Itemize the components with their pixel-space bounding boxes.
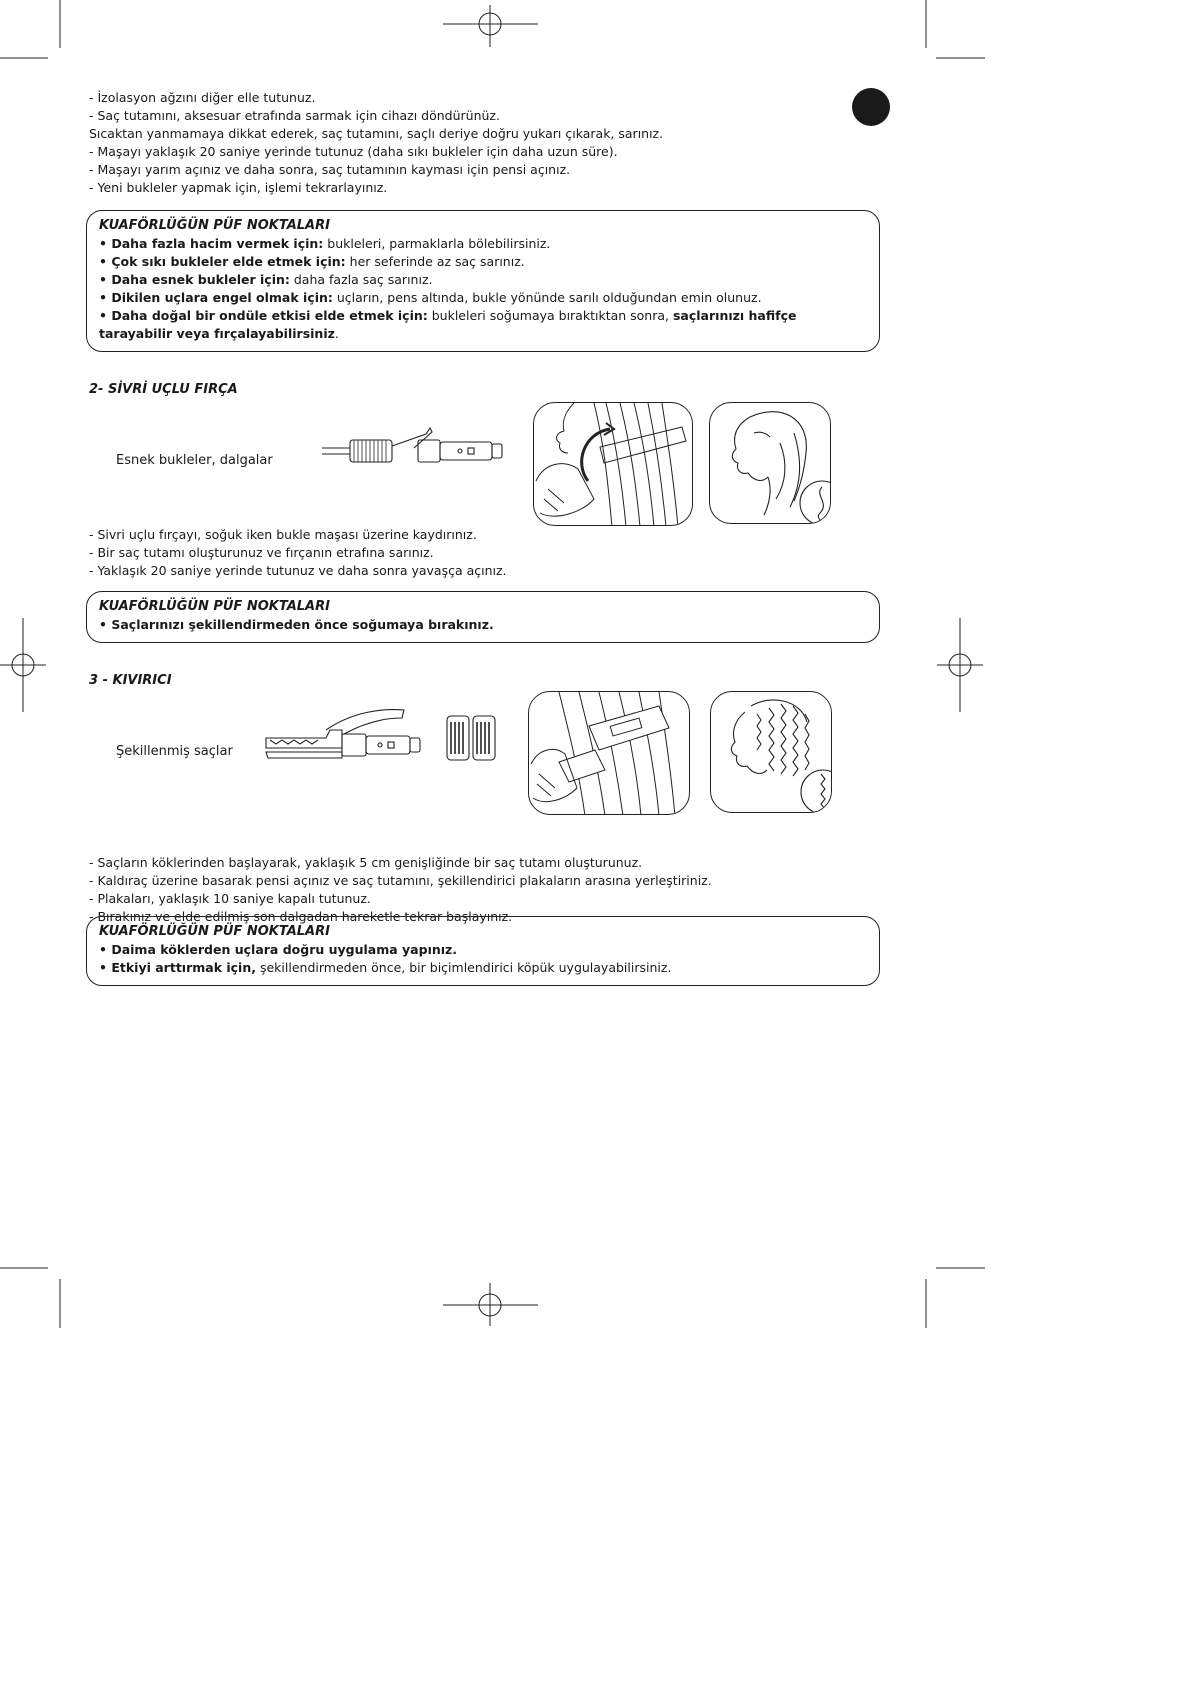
instruction-line: - Plakaları, yaklaşık 10 saniye kapalı tutunuz. (89, 891, 371, 906)
hand-winding-hair-on-brush-icon (533, 402, 693, 526)
crimper-plates-icon (445, 714, 497, 762)
instruction-line: - Saç tutamını, aksesuar etrafında sarmak için cihazı döndürünüz. (89, 108, 500, 123)
woman-with-crimped-hair-icon (710, 691, 832, 813)
intro-instructions (89, 89, 663, 197)
woman-with-soft-waves-icon (709, 402, 831, 524)
instruction-line: Sıcaktan yanmamaya dikkat ederek, saç tutamını, saçlı deriye doğru yukarı çıkarak, sarınız. (89, 126, 664, 141)
tip-item: • Daha fazla hacim vermek için: bukleleri, parmaklarla bölebilirsiniz. (99, 236, 551, 251)
tips-title: KUAFÖRLÜĞÜN PÜF NOKTALARI (99, 924, 330, 939)
result-caption: Esnek bukleler, dalgalar (116, 453, 273, 468)
instruction-line: - Sivri uçlu fırçayı, soğuk iken bukle maşası üzerine kaydırınız. (89, 527, 477, 542)
tips-title: KUAFÖRLÜĞÜN PÜF NOKTALARI (99, 599, 330, 614)
instruction-line: - Bırakınız ve elde edilmiş son dalgadan hareketle tekrar başlayınız. (89, 909, 513, 924)
tip-item: • Daima köklerden uçlara doğru uygulama yapınız. (99, 942, 458, 957)
tips-title: KUAFÖRLÜĞÜN PÜF NOKTALARI (99, 218, 330, 233)
section-heading: 3 - KIVIRICI (89, 673, 172, 688)
hairdressing-tips-box (86, 210, 880, 352)
result-caption: Şekillenmiş saçlar (116, 744, 233, 759)
crimper-iron-icon (262, 708, 432, 772)
tip-item: tarayabilir veya fırçalayabilirsiniz. (99, 326, 339, 341)
tip-item: • Etkiyi arttırmak için, şekillendirmeden önce, bir biçimlendirici köpük uygulayabilirsiniz. (99, 960, 672, 975)
language-tab-marker (852, 88, 890, 126)
curling-iron-with-brush-icon (318, 426, 508, 476)
instruction-line: - Saçların köklerinden başlayarak, yaklaşık 5 cm genişliğinde bir saç tutamı oluşturunuz. (89, 855, 643, 870)
tip-item: • Saçlarınızı şekillendirmeden önce soğumaya bırakınız. (99, 617, 494, 632)
tip-item: • Çok sıkı bukleler elde etmek için: her seferinde az saç sarınız. (99, 254, 525, 269)
hand-crimping-hair-icon (528, 691, 690, 815)
instruction-line: - Yaklaşık 20 saniye yerinde tutunuz ve daha sonra yavaşça açınız. (89, 563, 507, 578)
hairdressing-tips-box (86, 916, 880, 986)
section-heading: 2- SİVRİ UÇLU FIRÇA (89, 382, 238, 397)
instruction-line: - Maşayı yarım açınız ve daha sonra, saç tutamının kayması için pensi açınız. (89, 162, 571, 177)
tip-item: • Daha doğal bir ondüle etkisi elde etmek için: bukleleri soğumaya bıraktıktan sonra, saçlarınızı hafifçe (99, 308, 797, 323)
tip-item: • Dikilen uçlara engel olmak için: uçların, pens altında, bukle yönünde sarılı olduğundan emin olunuz. (99, 290, 762, 305)
section2-instructions (89, 526, 507, 580)
hairdressing-tips-box (86, 591, 880, 643)
instruction-line: - Kaldıraç üzerine basarak pensi açınız ve saç tutamını, şekillendirici plakaların arasına yerleştiriniz. (89, 873, 712, 888)
tip-item: • Daha esnek bukleler için: daha fazla saç sarınız. (99, 272, 433, 287)
instruction-line: - İzolasyon ağzını diğer elle tutunuz. (89, 90, 316, 105)
instruction-line: - Maşayı yaklaşık 20 saniye yerinde tutunuz (daha sıkı bukleler için daha uzun süre). (89, 144, 618, 159)
instruction-line: - Bir saç tutamı oluşturunuz ve fırçanın etrafına sarınız. (89, 545, 434, 560)
instruction-line: - Yeni bukleler yapmak için, işlemi tekrarlayınız. (89, 180, 388, 195)
